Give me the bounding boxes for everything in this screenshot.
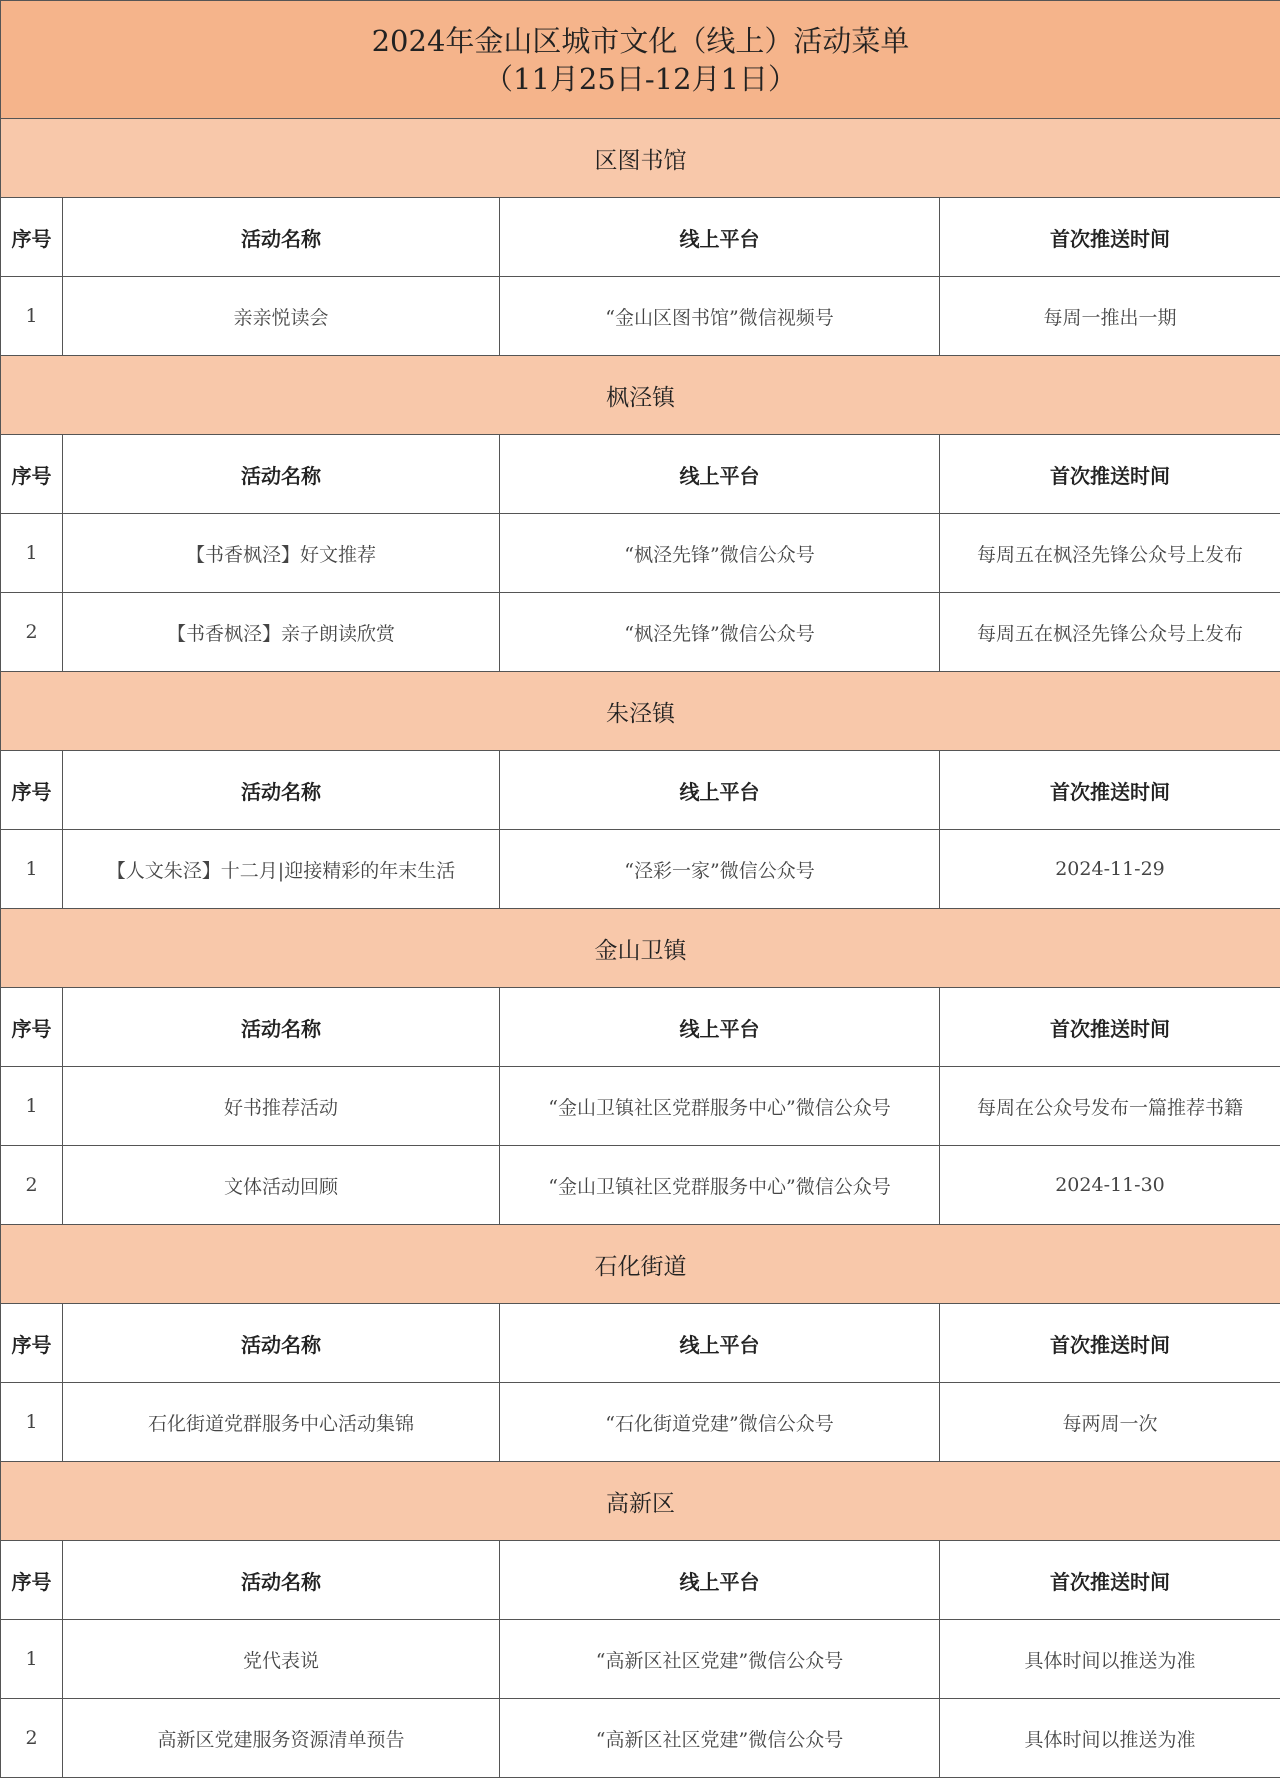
platform-name: “金山区图书馆”微信视频号: [500, 277, 940, 356]
column-header-time: 首次推送时间: [940, 435, 1280, 514]
table-row: [1, 277, 1280, 356]
column-header-time: 首次推送时间: [940, 988, 1280, 1067]
push-time: 2024-11-30: [940, 1146, 1280, 1225]
column-header-platform: 线上平台: [500, 198, 940, 277]
section-title: 金山卫镇: [1, 909, 1280, 988]
table-row: [1, 1699, 1280, 1778]
column-header-index: 序号: [1, 1304, 63, 1383]
column-header-time: 首次推送时间: [940, 1304, 1280, 1383]
platform-name: “金山卫镇社区党群服务中心”微信公众号: [500, 1146, 940, 1225]
header-row: [1, 751, 1280, 830]
column-header-index: 序号: [1, 1541, 63, 1620]
column-header-name: 活动名称: [63, 435, 500, 514]
section-title: 高新区: [1, 1462, 1280, 1541]
column-header-index: 序号: [1, 988, 63, 1067]
column-header-platform: 线上平台: [500, 1304, 940, 1383]
table-row: [1, 593, 1280, 672]
column-header-name: 活动名称: [63, 1304, 500, 1383]
row-index: 1: [1, 1067, 63, 1146]
push-time: 每两周一次: [940, 1383, 1280, 1462]
header-row: [1, 988, 1280, 1067]
column-header-platform: 线上平台: [500, 435, 940, 514]
push-time: 2024-11-29: [940, 830, 1280, 909]
push-time: 每周五在枫泾先锋公众号上发布: [940, 593, 1280, 672]
column-header-time: 首次推送时间: [940, 751, 1280, 830]
title-line-1: 2024年金山区城市文化（线上）活动菜单: [1, 22, 1280, 60]
header-row: [1, 198, 1280, 277]
column-header-index: 序号: [1, 435, 63, 514]
section-row: [1, 672, 1280, 751]
platform-name: “枫泾先锋”微信公众号: [500, 593, 940, 672]
column-header-index: 序号: [1, 751, 63, 830]
activity-name: 文体活动回顾: [63, 1146, 500, 1225]
activity-name: 石化街道党群服务中心活动集锦: [63, 1383, 500, 1462]
platform-name: “金山卫镇社区党群服务中心”微信公众号: [500, 1067, 940, 1146]
header-row: [1, 435, 1280, 514]
column-header-platform: 线上平台: [500, 751, 940, 830]
section-row: [1, 1225, 1280, 1304]
row-index: 2: [1, 593, 63, 672]
table-body: [1, 1, 1280, 1778]
push-time: 每周在公众号发布一篇推荐书籍: [940, 1067, 1280, 1146]
table-row: [1, 1067, 1280, 1146]
row-index: 1: [1, 514, 63, 593]
platform-name: “泾彩一家”微信公众号: [500, 830, 940, 909]
column-header-time: 首次推送时间: [940, 198, 1280, 277]
activity-name: 高新区党建服务资源清单预告: [63, 1699, 500, 1778]
section-title: 区图书馆: [1, 119, 1280, 198]
column-header-name: 活动名称: [63, 751, 500, 830]
activity-name: 【书香枫泾】亲子朗读欣赏: [63, 593, 500, 672]
row-index: 1: [1, 277, 63, 356]
header-row: [1, 1541, 1280, 1620]
row-index: 2: [1, 1146, 63, 1225]
activity-name: 党代表说: [63, 1620, 500, 1699]
platform-name: “高新区社区党建”微信公众号: [500, 1699, 940, 1778]
activity-name: 好书推荐活动: [63, 1067, 500, 1146]
column-header-platform: 线上平台: [500, 988, 940, 1067]
column-header-time: 首次推送时间: [940, 1541, 1280, 1620]
column-header-platform: 线上平台: [500, 1541, 940, 1620]
platform-name: “高新区社区党建”微信公众号: [500, 1620, 940, 1699]
platform-name: “石化街道党建”微信公众号: [500, 1383, 940, 1462]
column-header-name: 活动名称: [63, 1541, 500, 1620]
section-title: 石化街道: [1, 1225, 1280, 1304]
row-index: 1: [1, 1620, 63, 1699]
push-time: 每周五在枫泾先锋公众号上发布: [940, 514, 1280, 593]
section-row: [1, 1462, 1280, 1541]
section-title: 枫泾镇: [1, 356, 1280, 435]
section-row: [1, 356, 1280, 435]
table-row: [1, 1383, 1280, 1462]
column-header-name: 活动名称: [63, 198, 500, 277]
table-row: [1, 1620, 1280, 1699]
title-row: [1, 1, 1280, 119]
section-row: [1, 909, 1280, 988]
table-row: [1, 830, 1280, 909]
header-row: [1, 1304, 1280, 1383]
column-header-name: 活动名称: [63, 988, 500, 1067]
section-title: 朱泾镇: [1, 672, 1280, 751]
table-row: [1, 514, 1280, 593]
row-index: 1: [1, 830, 63, 909]
activity-name: 【人文朱泾】十二月|迎接精彩的年末生活: [63, 830, 500, 909]
activity-name: 【书香枫泾】好文推荐: [63, 514, 500, 593]
push-time: 每周一推出一期: [940, 277, 1280, 356]
table-row: [1, 1146, 1280, 1225]
page-title: [1, 1, 1280, 119]
push-time: 具体时间以推送为准: [940, 1620, 1280, 1699]
push-time: 具体时间以推送为准: [940, 1699, 1280, 1778]
row-index: 2: [1, 1699, 63, 1778]
section-row: [1, 119, 1280, 198]
column-header-index: 序号: [1, 198, 63, 277]
title-line-2: （11月25日-12月1日）: [1, 60, 1280, 98]
platform-name: “枫泾先锋”微信公众号: [500, 514, 940, 593]
activity-name: 亲亲悦读会: [63, 277, 500, 356]
row-index: 1: [1, 1383, 63, 1462]
